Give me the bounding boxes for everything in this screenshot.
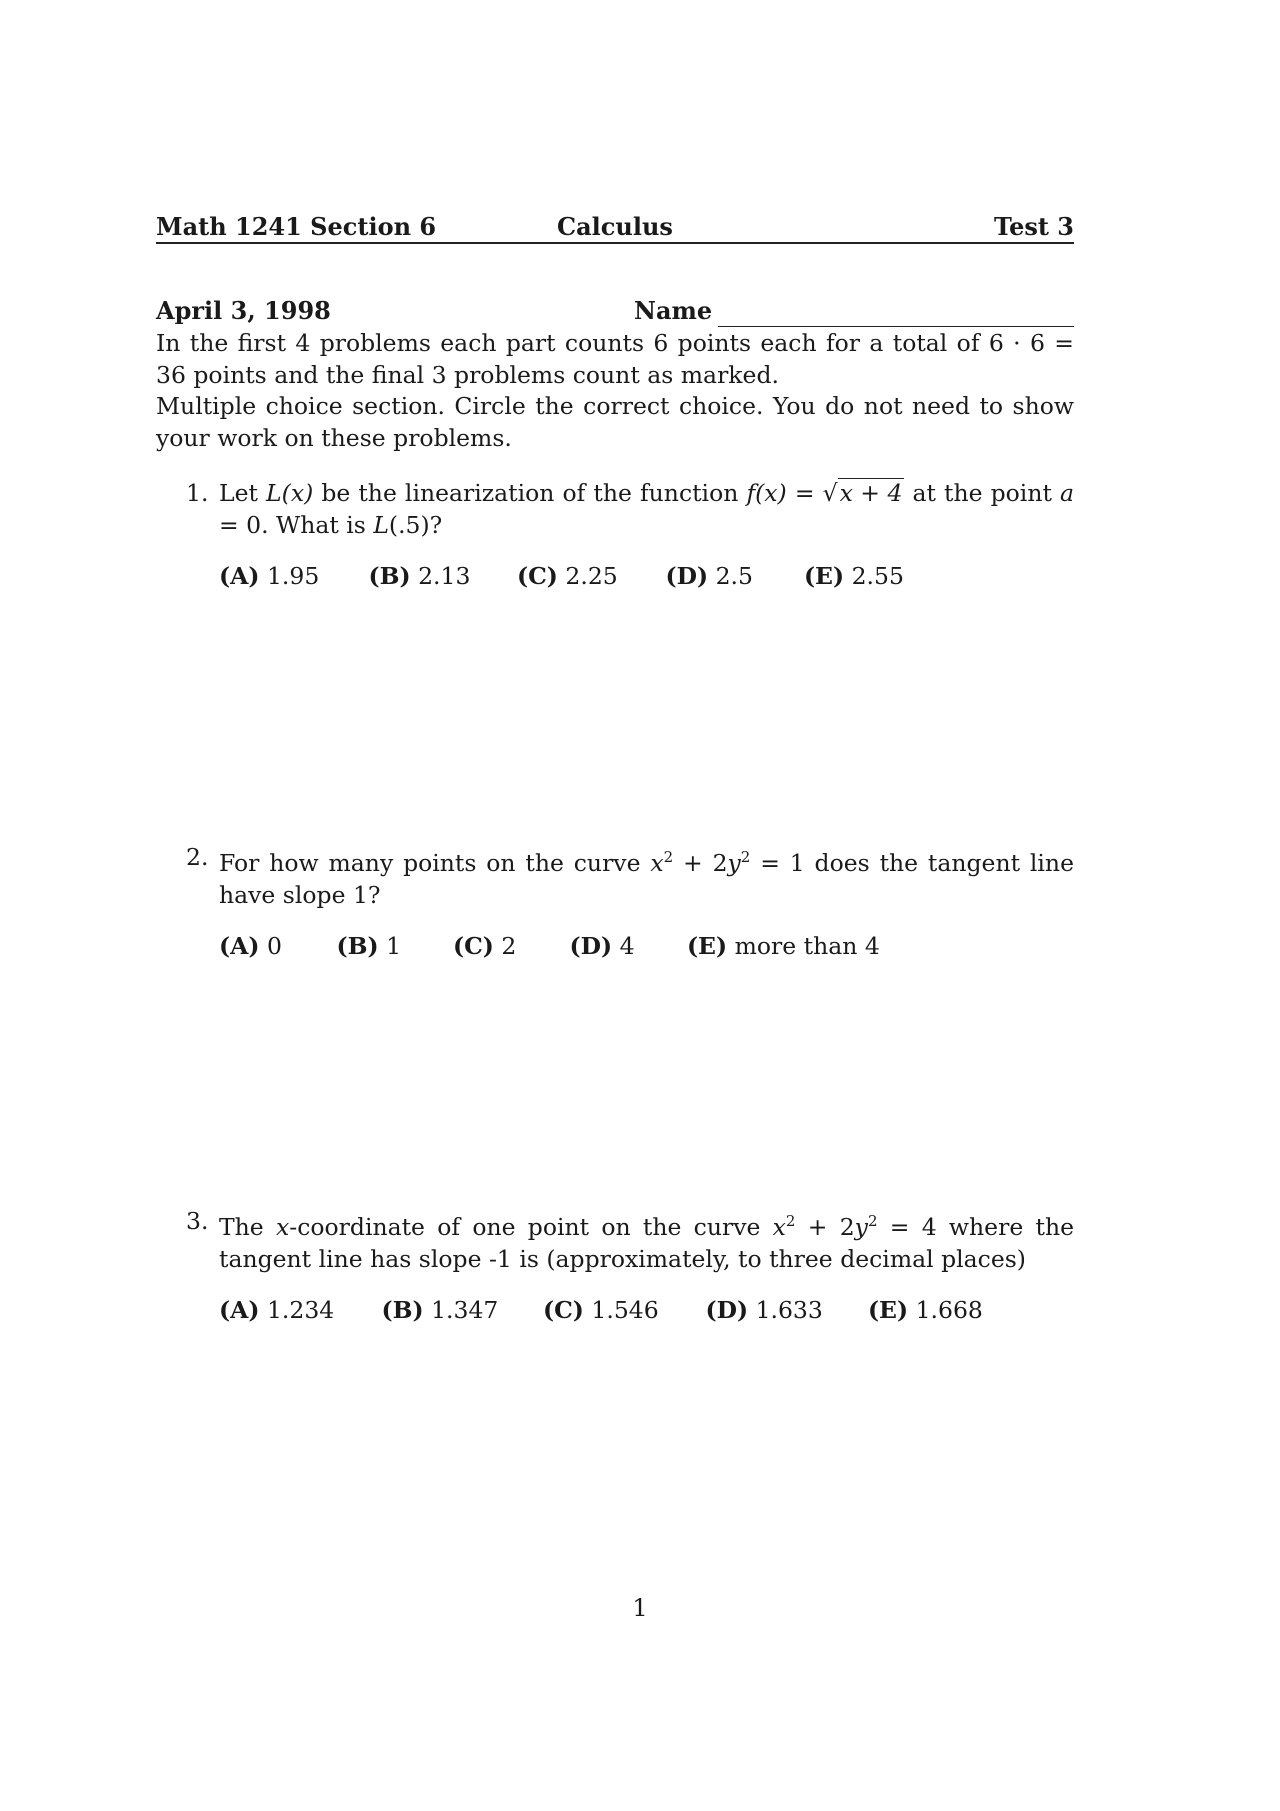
choice-label: (D): [569, 932, 613, 960]
text-run: = 1 does the tangent line have slope 1?: [219, 849, 1074, 909]
choice-label: (C): [542, 1296, 584, 1324]
choice-c[interactable]: [543, 1295, 698, 1327]
test-title: Test 3: [993, 212, 1074, 241]
choice-value: 2.5: [715, 562, 753, 590]
choice-b[interactable]: [368, 561, 509, 593]
text-run: -coordinate of one point on the curve: [289, 1213, 773, 1241]
choice-value: 1.546: [591, 1296, 659, 1324]
exam-meta: [156, 296, 1074, 330]
text-run: = 4 where the tangent line has slope -1 is (approximately, to three decimal places): [219, 1213, 1074, 1273]
choice-label: (E): [867, 1296, 909, 1324]
text-run: For how many points on the curve: [219, 849, 651, 877]
problem-text: [219, 478, 1074, 541]
choice-label: (C): [452, 932, 494, 960]
choice-value: more than 4: [734, 932, 880, 960]
answer-choices: [219, 931, 1074, 963]
choice-e[interactable]: [868, 1295, 983, 1327]
math-expression: L: [373, 510, 389, 539]
choice-label: (B): [368, 562, 411, 590]
course-title: Math 1241 Section 6: [156, 212, 437, 241]
exponent: 2: [867, 1212, 878, 1230]
text-run: be the linearization of the function: [313, 479, 747, 507]
text-run: + 2: [673, 849, 728, 877]
square-root: √x + 4: [822, 479, 903, 507]
choice-label: (D): [705, 1296, 749, 1324]
choice-value: 2.55: [851, 562, 904, 590]
choice-value: 4: [619, 932, 635, 960]
choice-d[interactable]: [705, 1295, 860, 1327]
math-expression: x: [650, 849, 664, 877]
text-run: =: [786, 479, 823, 507]
choice-a[interactable]: [219, 931, 329, 963]
page-number: 1: [632, 1594, 648, 1622]
text-run: The: [219, 1213, 276, 1241]
instructions: [156, 328, 1074, 454]
exam-date: April 3, 1998: [156, 296, 331, 325]
choice-a[interactable]: [219, 561, 361, 593]
math-expression: x: [276, 1213, 290, 1241]
choice-value: 1: [386, 932, 402, 960]
problem-text: [219, 1206, 1074, 1275]
choice-label: (D): [665, 562, 709, 590]
page-header: [156, 212, 1074, 244]
problem-1: [186, 478, 1074, 593]
text-run: at the point: [904, 479, 1060, 507]
problem-number: 3.: [186, 1207, 209, 1235]
problem-text: [219, 842, 1074, 911]
problem-number: 2.: [186, 843, 209, 871]
subject-title: Calculus: [557, 212, 673, 241]
choice-e[interactable]: [804, 561, 904, 593]
exponent: 2: [785, 1212, 796, 1230]
problem-number: 1.: [186, 479, 209, 507]
choice-e[interactable]: [687, 931, 880, 963]
text-run: Let: [219, 479, 267, 507]
choice-value: 1.234: [266, 1296, 335, 1324]
choice-a[interactable]: [219, 1295, 374, 1327]
choice-d[interactable]: [665, 561, 796, 593]
choice-c[interactable]: [517, 561, 658, 593]
problem-3: [186, 1206, 1074, 1327]
math-expression: f(x): [746, 479, 787, 507]
choice-b[interactable]: [381, 1295, 535, 1327]
answer-choices: [219, 561, 1074, 593]
choice-label: (A): [219, 932, 260, 960]
choice-label: (B): [336, 932, 379, 960]
choice-label: (E): [686, 932, 728, 960]
choice-value: 1.633: [755, 1296, 823, 1324]
choice-label: (B): [381, 1296, 424, 1324]
choice-value: 1.347: [431, 1296, 499, 1324]
radicand: x + 4: [839, 479, 903, 507]
math-expression: x: [772, 1213, 786, 1241]
choice-b[interactable]: [336, 931, 445, 963]
choice-label: (C): [516, 562, 558, 590]
choice-value: 2: [501, 932, 517, 960]
choice-d[interactable]: [569, 931, 679, 963]
name-label: Name: [634, 296, 713, 325]
text-run: + 2: [795, 1213, 855, 1241]
math-expression: y: [854, 1213, 868, 1241]
math-expression: y: [727, 849, 741, 877]
choice-value: 1.668: [915, 1296, 983, 1324]
choice-label: (E): [803, 562, 845, 590]
choice-label: (A): [219, 1296, 260, 1324]
choice-value: 0: [266, 932, 282, 960]
choice-value: 1.95: [266, 562, 320, 590]
exponent: 2: [740, 848, 751, 866]
exponent: 2: [663, 848, 674, 866]
choice-value: 2.25: [565, 562, 618, 590]
text-run: (.5)?: [388, 510, 443, 539]
choice-value: 2.13: [418, 562, 471, 590]
choice-c[interactable]: [453, 931, 562, 963]
name-blank-line: [718, 326, 1074, 327]
scoring-text: In the first 4 problems each part counts 6 points each for a total of 6 · 6 = 36 points and the final 3 problems count as marked.: [156, 329, 1074, 389]
math-expression: L(x): [266, 479, 314, 507]
math-expression: a: [1059, 479, 1074, 507]
text-run: = 0. What is: [219, 510, 374, 539]
choice-label: (A): [219, 562, 260, 590]
answer-choices: [219, 1295, 1074, 1327]
instructions-text: Multiple choice section. Circle the correct choice. You do not need to show your work on these problems.: [156, 392, 1074, 452]
problem-2: [186, 842, 1074, 963]
